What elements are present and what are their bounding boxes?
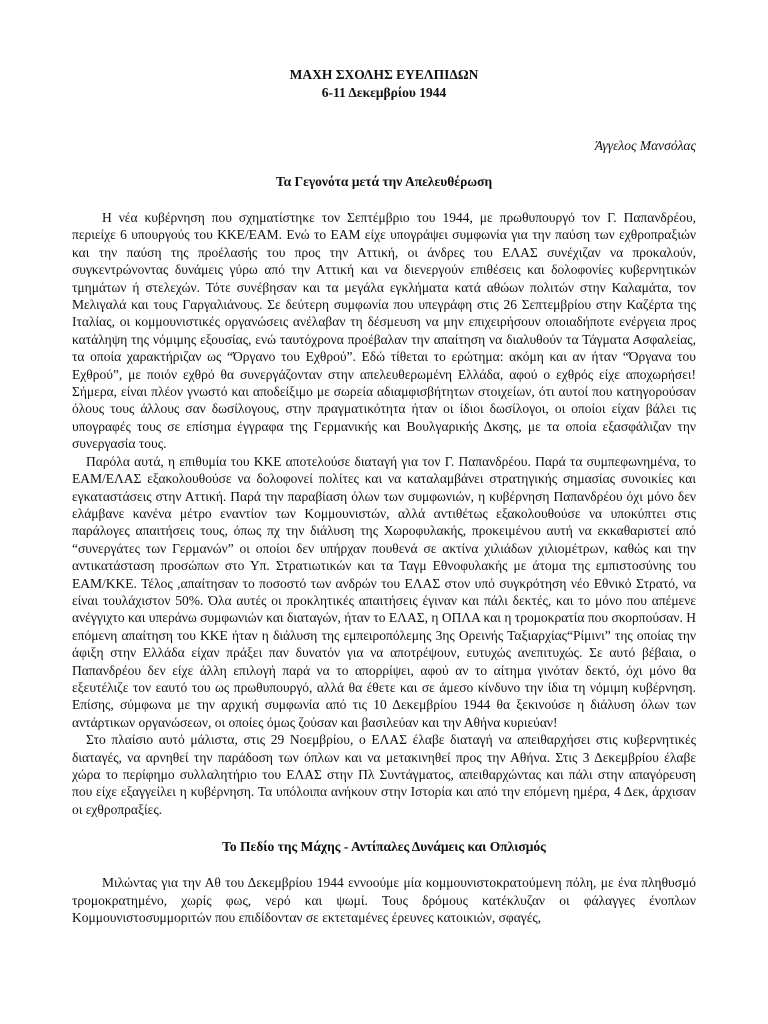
section-2 — [72, 838, 696, 926]
paragraph: Παρόλα αυτά, η επιθυμία του ΚΚΕ αποτελούσε διαταγή για τον Γ. Παπανδρέου. Παρά τα συμπεφωνημένα, το ΕΑΜ/ΕΛΑΣ εξακολουθούσε να δολοφονεί πολίτες και να καταλαμβάνει στρατηγικής σημασίας συνοικίες και εγκαταστάσεις στην Αττική. Παρά την παραβίαση όλων των συμφωνιών, η κυβέρνηση Παπανδρέου όχι μόνο δεν ελάμβανε κανένα μέτρο εναντίον των Κομμουνιστών, αλλά αντιθέτως εξακολουθούσε να υποκύπτει στις παράλογες απαιτήσεις τους, όπως πχ την διάλυση της Χωροφυλακής, προκειμένου αυτή να εκκαθαριστεί από “συνεργάτες των Γερμανών” οι οποίοι δεν υπήρχαν πουθενά σε ακτίνα χιλιάδων χιλιομέτρων, καθώς και την αντικατάσταση προσώπων στο Υπ. Στρατιωτικών και τα Ταγμ Εθνοφυλακής με άτομα της εμπιστοσύνης του ΕΑΜ/ΚΚΕ. Τέλος ,απαίτησαν το ποσοστό των ανδρών του ΕΛΑΣ στον υπό συγκρότηση νέο Εθνικό Στρατό, να είναι τουλάχιστον 50%. Όλα αυτές οι προκλητικές απαιτήσεις έγιναν και πάλι δεκτές, και το μόνο που απέμενε ανέγγιχτο και υπεράνω συμφωνιών και διαταγών, ήταν το ΕΛΑΣ, η ΟΠΛΑ και η τρομοκρατία που σκορπούσαν. Η επόμενη απαίτηση του ΚΚΕ ήταν η διάλυση της εμπειροπόλεμης 3ης Ορεινής Ταξιαρχίας“Ρίμινι” της οποίας την άφιξη στην Ελλάδα είχαν πράξει παν δυνατόν για να αποτρέψουν, ευτυχώς ανεπιτυχώς. Σε αυτό βέβαια, ο Παπανδρέου δεν είχε άλλη επιλογή παρά να το απορρίψει, αφού αν το αίτημα γινόταν δεκτό, όχι μόνο θα εξευτέλιζε τον εαυτό του ως πρωθυπουργό, αλλά θα έθετε και σε άμεσο κίνδυνο την ίδια τη νόμιμη κυβέρνηση. Επίσης, σύμφωνα με την αρχική συμφωνία από τις 10 Δεκεμβρίου 1944 θα ξεκινούσε η διάλυση όλων των αντάρτικων οργανώσεων, οι οποίες όμως ζούσαν και βασιλεύαν και την Αθήνα κυριεύαν! — [72, 453, 696, 730]
section-heading: Τα Γεγονότα μετά την Απελευθέρωση — [275, 174, 493, 189]
section-1 — [72, 173, 696, 818]
author-name: Άγγελος Μανσόλας — [594, 138, 696, 153]
paragraph: Η νέα κυβέρνηση που σχηματίστηκε τον Σεπτέμβριο του 1944, με πρωθυπουργό τον Γ. Παπανδρέου, περιείχε 6 υπουργούς του ΚΚΕ/ΕΑΜ. Ενώ το ΕΑΜ είχε υπογράψει συμφωνία για την παύση των εχθροπραξιών και την παύση της προέλασής του προς την Αττική, οι άνδρες του ΕΛΑΣ συνέχιζαν να προκαλούν, συγκεντρώνοντας δυνάμεις γύρω από την Αττική και να διενεργούν επιθέσεις και δολοφονίες κυβερνητικών τμημάτων ή στελεχών. Τότε συνέβησαν και τα μεγάλα εγκλήματα κατά αθώων πολιτών στην Καλαμάτα, τον Μελιγαλά και τους Γαργαλιάνους. Σε δεύτερη συμφωνία που υπεγράφη στις 26 Σεπτεμβρίου στην Καζέρτα της Ιταλίας, οι κομμουνιστικές οργανώσεις ανέλαβαν τη δέσμευση να μην επιχειρήσουν οποιαδήποτε ενέργεια προς κατάληψη της νόμιμης εξουσίας, ενώ ταυτόχρονα προέβαλαν την απαίτηση να διαλυθούν τα Τάγματα Ασφαλείας, τα οποία χαρακτήριζαν ως “Όργανο του Εχθρού”. Εδώ τίθεται το ερώτημα: ακόμη και αν ήταν “Όργανα του Εχθρού”, με ποιόν εχθρό θα συνεργάζονταν στην απελευθερωμένη Ελλάδα, αφού ο εχθρός είχε αποχωρήσει! Σήμερα, είναι πλέον γνωστό και αποδείξιμο με σωρεία αδιαμφισβήτητων στοιχείων, ότι αυτοί που κατηγορούσαν όλους τους άλλους σαν δωσίλογους, στην πραγματικότητα ήταν οι ίδιοι δωσίλογοι, οι οποίοι είχαν βάλει τις υπογραφές τους σε επίσημα έγγραφα της Γερμανικής και Βουλγαρικής Δκσης, με τα οποία εξασφάλιζαν την συνεργασία τους. — [72, 210, 696, 452]
paragraph: Μιλώντας για την Αθ του Δεκεμβρίου 1944 εννοούμε μία κομμουνιστοκρατούμενη πόλη, με ένα πληθυσμό τρομοκρατημένο, χωρίς φως, νερό και ψωμί. Τους δρόμους κατέκλυζαν οι φάλαγγες ένοπλων Κομμουνιστοσυμμοριτών που επιδίδονταν σε εκτεταμένες έρευνες κατοικιών, σφαγές, — [72, 875, 696, 926]
paragraph: Στο πλαίσιο αυτό μάλιστα, στις 29 Νοεμβρίου, ο ΕΛΑΣ έλαβε διαταγή να απειθαρχήσει στις κυβερνητικές διαταγές, να αρνηθεί την παράδοση των όπλων και να μετακινηθεί προς την Αθήνα. Στις 3 Δεκεμβρίου έλαβε χώρα το περίφημο συλλαλητήριο του ΕΛΑΣ στην Πλ Συντάγματος, απειθαρχώντας και πάλι στην απαγόρευση που είχε εξαγγείλει η κυβέρνηση. Τα υπόλοιπα ανήκουν στην Ιστορία και από την επόμενη ημέρα, 4 Δεκ, άρχισαν οι εχθροπραξίες. — [72, 732, 696, 817]
document-title-line1: ΜΑΧΗ ΣΧΟΛΗΣ ΕΥΕΛΠΙΔΩΝ — [289, 67, 479, 82]
section-heading: Το Πεδίο της Μάχης - Αντίπαλες Δυνάμεις και Οπλισμός — [222, 839, 546, 855]
document-title-line2: 6-11 Δεκεμβρίου 1944 — [321, 85, 447, 100]
